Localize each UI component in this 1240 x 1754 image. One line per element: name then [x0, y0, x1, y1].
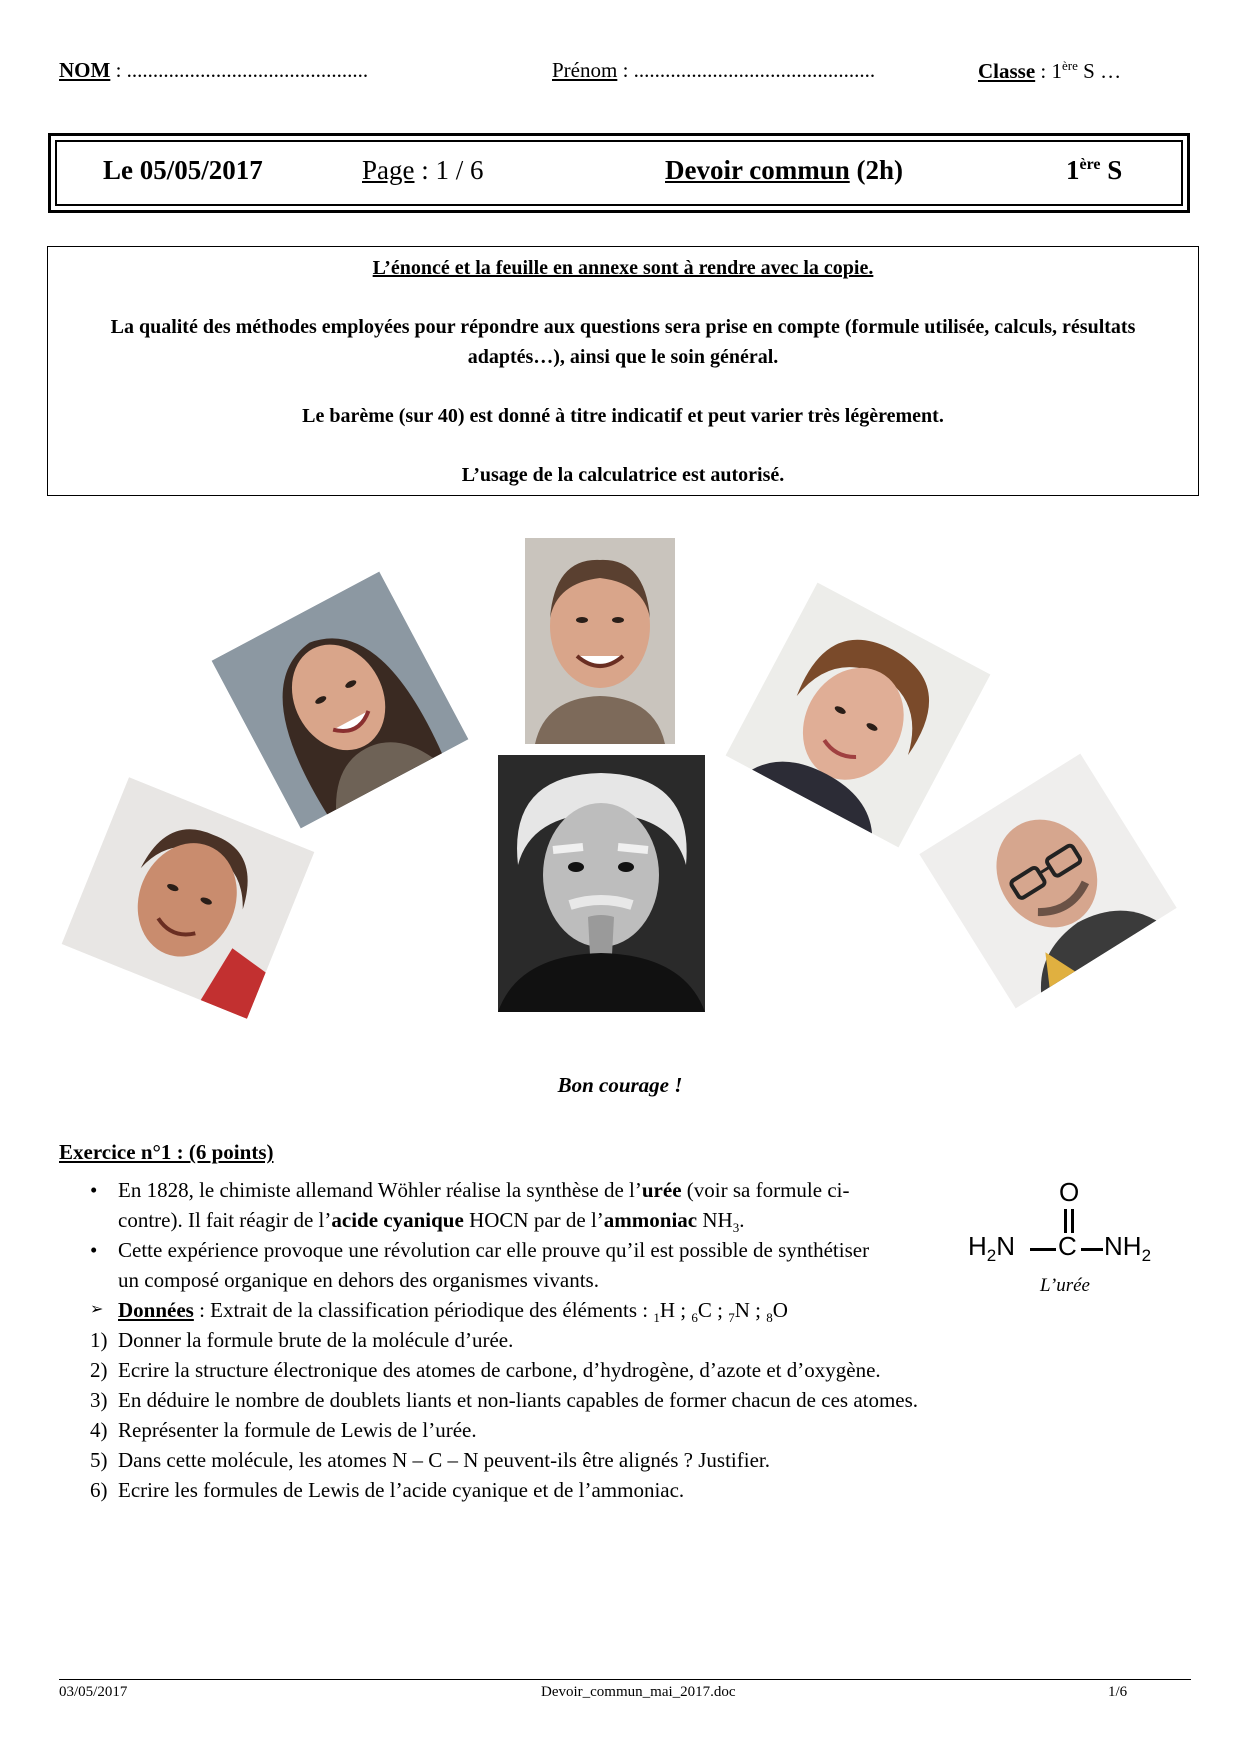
element-h: H ; — [659, 1298, 692, 1322]
question-item — [90, 1325, 1050, 1355]
bullet1-nh-sub: 3 — [732, 1220, 740, 1236]
donnees-label: Données — [118, 1298, 194, 1322]
bullet1-text-f: HOCN par de l’ — [463, 1208, 604, 1232]
question-text: Ecrire les formules de Lewis de l’acide cyanique et de l’ammoniac. — [118, 1478, 685, 1502]
question-number: 5) — [90, 1448, 108, 1472]
header-level-post: S — [1100, 155, 1123, 185]
header-duration: (2h) — [849, 155, 903, 185]
urea-h2n — [968, 1231, 1015, 1266]
element-o-z: 8 — [766, 1310, 773, 1326]
classe-sup: ère — [1062, 58, 1078, 73]
urea-nh2 — [1104, 1231, 1151, 1266]
header-date: Le 05/05/2017 — [103, 155, 263, 185]
header-page-label: Page — [362, 155, 415, 185]
question-text: Dans cette molécule, les atomes N – C – N peuvent-ils être alignés ? Justifier. — [118, 1448, 770, 1472]
urea-nh2-sub: 2 — [1141, 1246, 1152, 1266]
nom-dots: : .............................................. — [110, 58, 369, 82]
urea-bond-right — [1081, 1248, 1103, 1251]
urea-carbon: C — [1058, 1231, 1077, 1261]
bullet1-acide: acide cyanique — [331, 1208, 464, 1232]
teacher-photo-left-top — [212, 572, 469, 829]
question-text: Représenter la formule de Lewis de l’urée. — [118, 1418, 477, 1442]
teacher-photo-left-bottom — [62, 777, 315, 1019]
bullet2-text-a: Cette expérience provoque une révolution car elle prouve qu’il est possible de synthétiser — [118, 1238, 870, 1262]
question-number: 3) — [90, 1388, 108, 1412]
einstein-photo — [498, 755, 705, 1012]
urea-structure — [968, 1175, 1168, 1305]
bullet1-nh: NH — [697, 1208, 733, 1232]
teacher-photo-right-top — [725, 582, 990, 847]
bullet-icon: • — [90, 1178, 98, 1202]
bullet-icon: • — [90, 1238, 98, 1262]
prenom-field — [552, 58, 875, 83]
header-level-sup: ère — [1079, 156, 1101, 173]
element-c-z: 6 — [691, 1310, 698, 1326]
question-item — [90, 1445, 1050, 1475]
nom-field — [59, 58, 368, 83]
classe-value: : 1 — [1035, 59, 1063, 83]
element-h-z: 1 — [653, 1310, 660, 1326]
header-page-value: : 1 / 6 — [414, 155, 484, 185]
arrow-bullet-icon: ➢ — [90, 1301, 104, 1318]
element-o: O — [772, 1298, 788, 1322]
bullet1-text-d: contre). Il fait réagir de l’ — [118, 1208, 332, 1232]
urea-oxygen: O — [1059, 1177, 1080, 1207]
question-number: 1) — [90, 1328, 108, 1352]
footer-rule — [59, 1679, 1191, 1680]
classe-field — [978, 58, 1121, 84]
question-item — [90, 1475, 1050, 1505]
exercise-bullet-2 — [90, 1235, 970, 1295]
nom-label: NOM — [59, 58, 111, 82]
urea-caption: L’urée — [1040, 1275, 1090, 1296]
bullet1-ammoniac: ammoniac — [603, 1208, 698, 1232]
element-c: C ; — [697, 1298, 729, 1322]
questions-list — [90, 1325, 1050, 1505]
instructions-line1: L’énoncé et la feuille en annexe sont à rendre avec la copie. — [372, 257, 874, 279]
header-level — [1066, 155, 1122, 186]
footer-page: 1/6 — [1108, 1684, 1128, 1700]
teacher-photo-top-center — [525, 538, 675, 744]
bullet2-text-b: un composé organique en dehors des organismes vivants. — [118, 1268, 599, 1292]
prenom-label: Prénom — [552, 58, 618, 82]
exercise-title: Exercice n°1 : (6 points) — [59, 1140, 274, 1164]
urea-double-bond-right — [1071, 1209, 1074, 1233]
urea-double-bond-left — [1064, 1209, 1067, 1233]
bullet1-uree: urée — [641, 1178, 682, 1202]
question-item — [90, 1415, 1050, 1445]
header-title-text: Devoir commun — [665, 155, 850, 185]
question-text: Ecrire la structure électronique des atomes de carbone, d’hydrogène, d’azote et d’oxygène. — [118, 1358, 881, 1382]
prenom-dots: : .............................................. — [617, 58, 876, 82]
urea-h2n-n: N — [996, 1231, 1016, 1261]
question-text: En déduire le nombre de doublets liants et non-liants capables de former chacun de ces atomes. — [118, 1388, 919, 1412]
donnees-text: : Extrait de la classification périodique des éléments : — [193, 1298, 654, 1322]
element-n: N ; — [734, 1298, 767, 1322]
exercise-bullet-1 — [90, 1175, 970, 1243]
question-item — [90, 1355, 1050, 1385]
header-page — [362, 155, 484, 186]
classe-label: Classe — [978, 59, 1036, 83]
question-number: 2) — [90, 1358, 108, 1382]
question-text: Donner la formule brute de la molécule d’urée. — [118, 1328, 514, 1352]
instructions-line3: Le barème (sur 40) est donné à titre indicatif et peut varier très légèrement. — [302, 405, 944, 427]
bullet1-text-c: (voir sa formule ci- — [681, 1178, 850, 1202]
bullet1-text-a: En 1828, le chimiste allemand Wöhler réalise la synthèse de l’ — [118, 1178, 642, 1202]
header-title — [665, 155, 903, 186]
urea-h2n-h: H — [968, 1231, 987, 1261]
bon-courage: Bon courage ! — [557, 1073, 683, 1097]
question-number: 4) — [90, 1418, 108, 1442]
question-item — [90, 1385, 1050, 1415]
urea-h2n-sub: 2 — [986, 1246, 997, 1266]
footer-filename: Devoir_commun_mai_2017.doc — [541, 1684, 736, 1700]
element-n-z: 7 — [728, 1310, 735, 1326]
classe-post: S … — [1077, 59, 1122, 83]
teacher-photo-right-bottom — [919, 753, 1177, 1008]
instructions-line2: La qualité des méthodes employées pour répondre aux questions sera prise en compte (formule utilisée, calculs, résultats adaptés…), ainsi que le soin général. — [110, 316, 1136, 368]
instructions-box — [47, 246, 1199, 496]
urea-nh2-nh: NH — [1104, 1231, 1142, 1261]
header-level-pre: 1 — [1066, 155, 1080, 185]
urea-bond-left — [1030, 1248, 1056, 1251]
question-number: 6) — [90, 1478, 108, 1502]
footer-date: 03/05/2017 — [59, 1684, 128, 1700]
instructions-line4: L’usage de la calculatrice est autorisé. — [461, 464, 785, 486]
bullet1-period: . — [739, 1208, 745, 1232]
